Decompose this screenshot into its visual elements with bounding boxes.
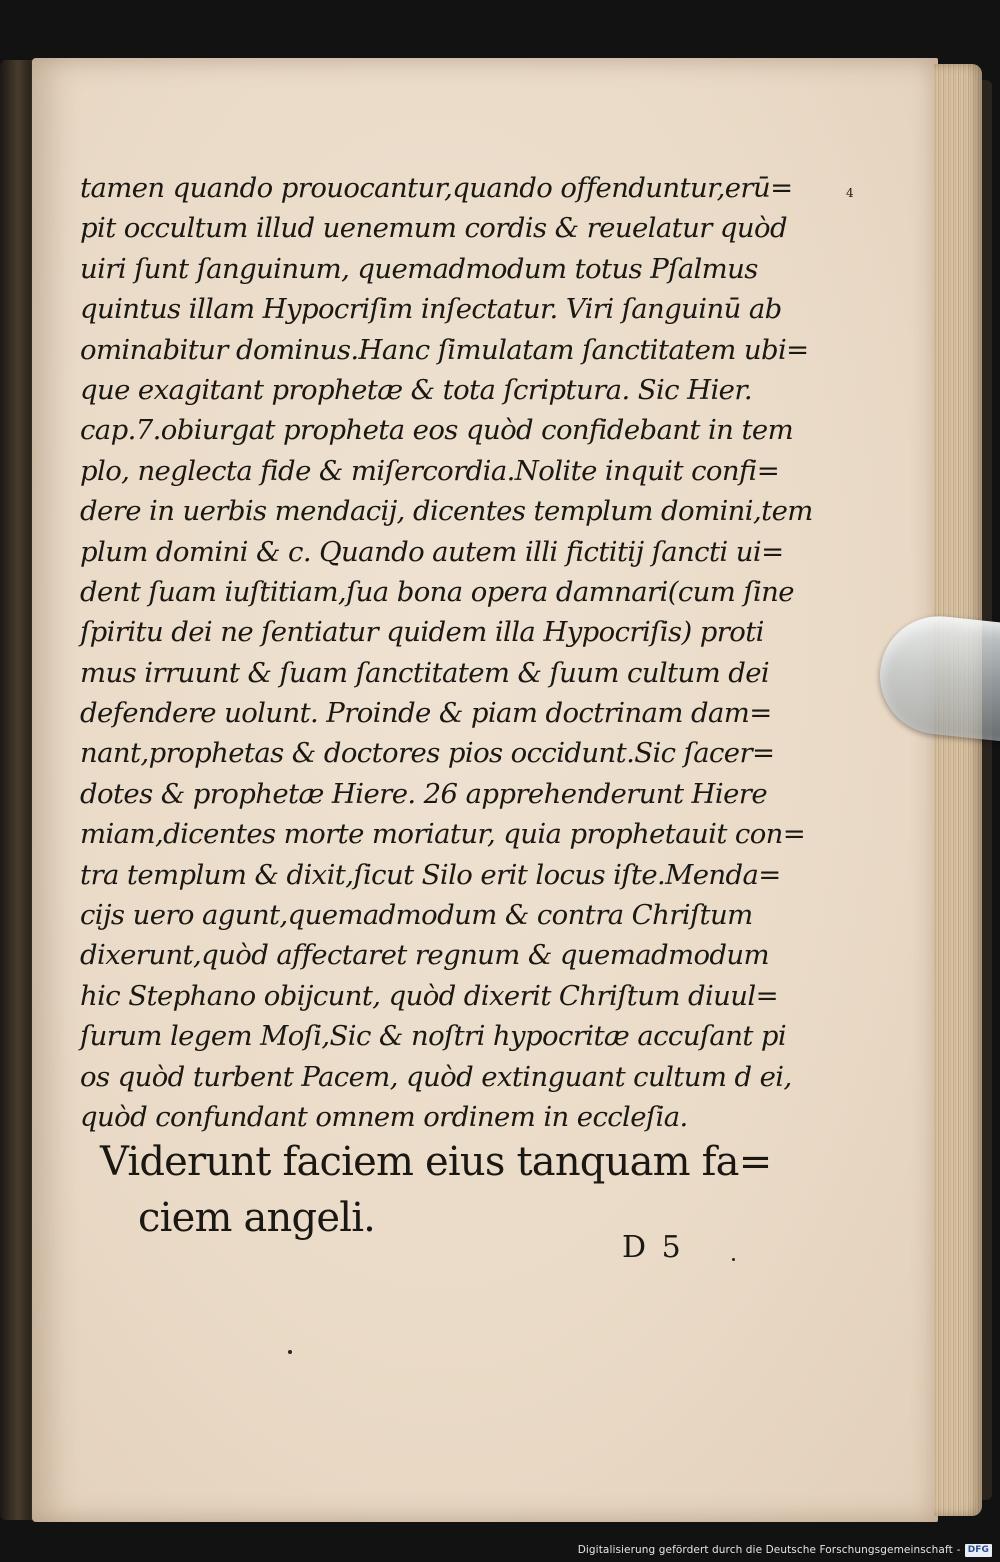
lemma-line: ciem angeli. <box>138 1195 376 1241</box>
text-line: ſpiritu dei ne ſentiatur quidem illa Hypocriſis) proti <box>80 616 764 649</box>
digitization-credit <box>578 1540 992 1560</box>
text-line: que exagitant prophetæ & tota ſcriptura. Sic Hier. <box>80 373 753 406</box>
text-line: tamen quando prouocantur,quando offenduntur,erū= <box>80 172 793 204</box>
text-line: dent ſuam iuſtitiam,ſua bona opera damnari(cum ſine <box>80 575 794 608</box>
text-line: pit occultum illud uenemum cordis & reuelatur quòd <box>80 212 787 245</box>
text-line: miam,dicentes morte moriatur, quia prophetauit con= <box>80 818 806 851</box>
text-line: cap.7.obiurgat propheta eos quòd confidebant in tem <box>80 414 794 447</box>
body-text <box>80 168 813 1137</box>
text-line: hic Stephano obijcunt, quòd dixerit Chriſtum diuul= <box>80 979 779 1012</box>
text-line: plum domini & c. Quando autem illi fictitij ſancti ui= <box>80 535 784 568</box>
lemma-line: Viderunt faciem eius tanquam fa= <box>100 1139 772 1185</box>
signature-mark: D 5 <box>622 1230 684 1265</box>
text-line: cijs uero agunt,quemadmodum & contra Chriſtum <box>80 899 753 932</box>
dfg-logo: DFG <box>965 1544 992 1557</box>
text-line: dere in uerbis mendacij, dicentes templum domini,tem <box>80 495 813 528</box>
ink-speck <box>288 1350 292 1354</box>
lemma-heading <box>100 1134 800 1246</box>
ink-speck <box>732 1258 735 1261</box>
text-line: quintus illam Hypocriſim inſectatur. Viri ſanguinū ab <box>80 293 782 326</box>
cover-edge <box>982 80 992 1500</box>
text-line: defendere uolunt. Proinde & piam doctrinam dam= <box>80 697 772 730</box>
text-line: dixerunt,quòd affectaret regnum & quemadmodum <box>80 939 770 972</box>
text-line: ominabitur dominus.Hanc ſimulatam ſanctitatem ubi= <box>80 333 809 366</box>
text-line: mus irruunt & ſuam ſanctitatem & ſuum cultum dei <box>80 656 770 689</box>
credit-text: Digitalisierung gefördert durch die Deutsche Forschungsgemeinschaft <box>577 1544 953 1556</box>
text-line: dotes & prophetæ Hiere. 26 apprehenderunt Hiere <box>80 777 768 810</box>
text-line: os quòd turbent Pacem, quòd extinguant cultum d ei, <box>80 1060 792 1093</box>
text-line: nant,prophetas & doctores pios occidunt.Sic ſacer= <box>80 737 775 770</box>
page-number: 4 <box>846 186 854 200</box>
text-line: uiri ſunt ſanguinum, quemadmodum totus Pſalmus <box>80 252 758 285</box>
text-line: ſurum legem Moſi,Sic & noſtri hypocritæ accuſant pi <box>80 1020 787 1053</box>
text-line: tra templum & dixit,ſicut Silo erit locus iſte.Menda= <box>80 858 781 891</box>
credit-separator: - <box>956 1544 961 1556</box>
page-edges <box>934 64 982 1516</box>
text-line: plo, neglecta fide & miſercordia.Nolite inquit confi= <box>80 454 780 487</box>
text-line: quòd confundant omnem ordinem in eccleſia. <box>80 1100 688 1133</box>
